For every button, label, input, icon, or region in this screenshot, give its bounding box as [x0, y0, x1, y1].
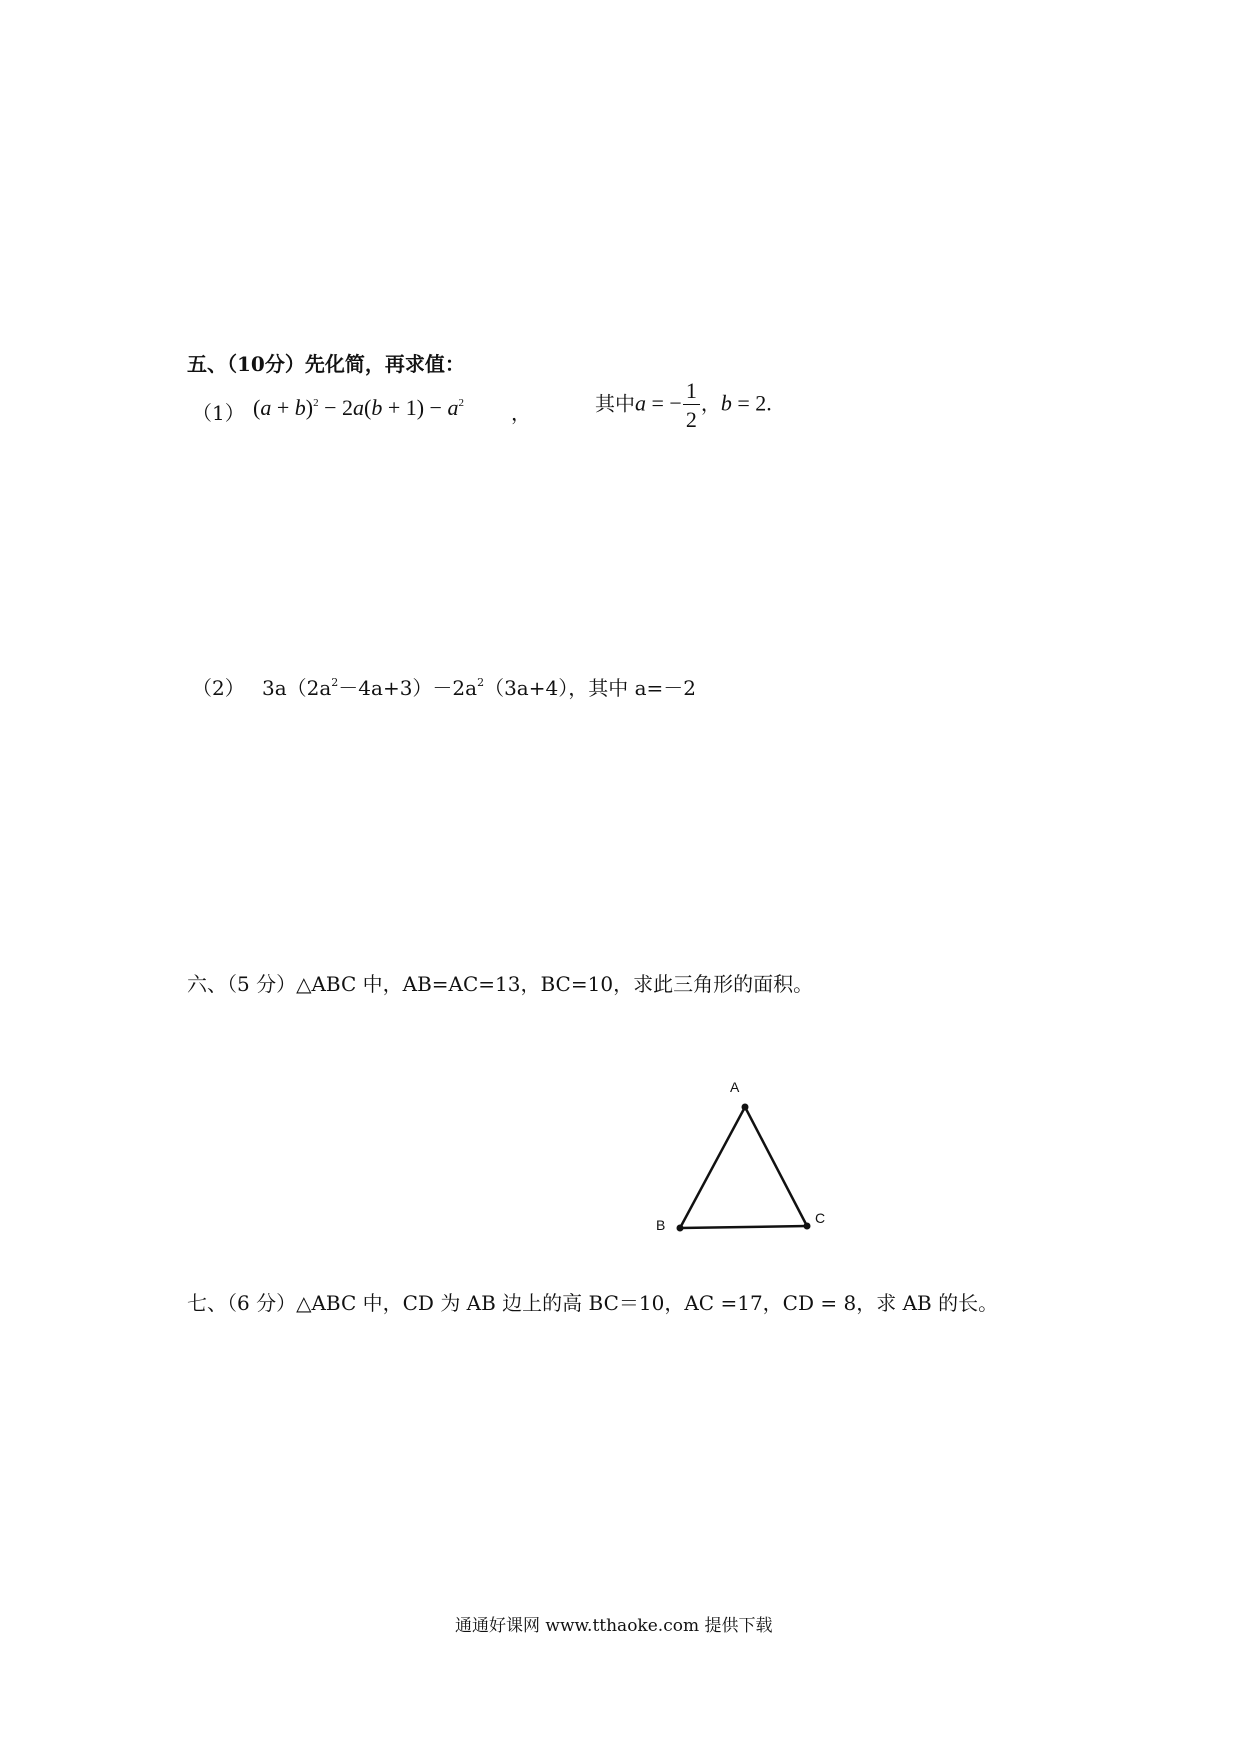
section-6-text: 六、（5 分）△ABC 中，AB=AC=13，BC=10，求此三角形的面积。 [187, 972, 814, 996]
triangle-figure [640, 1070, 840, 1240]
condition-prefix: 其中 [595, 393, 635, 416]
expr-part-a: 3a（2a [262, 676, 332, 700]
question-1-number: （1） [192, 401, 245, 425]
vertex-a-point [742, 1104, 749, 1111]
vertex-b-point [677, 1225, 684, 1232]
section-5-title: 五、（10分）先化简，再求值： [187, 352, 465, 376]
side-ac [745, 1107, 807, 1226]
b-value: 2 [755, 390, 767, 416]
question-1-separator: ， [511, 401, 531, 425]
question-2-number: （2） [192, 676, 245, 700]
question-1-condition: 其中a = − $\frac{1}{2}$ ，b = 2. [595, 378, 772, 432]
superscript-2: 2 [331, 676, 339, 689]
expr-part-c: （3a+4），其中 a=－2 [484, 676, 696, 700]
vertex-c-label: C [815, 1210, 826, 1226]
side-ab [680, 1107, 745, 1228]
condition-comma: ， [700, 393, 721, 416]
fraction-one-half [683, 380, 700, 431]
expr-part-b: －4a+3）－2a [338, 676, 478, 700]
superscript-2: 2 [477, 676, 485, 689]
var-b: b [720, 390, 732, 416]
vertex-b-label: B [656, 1217, 666, 1233]
period: . [766, 390, 772, 416]
question-2-expression [262, 672, 696, 701]
question-1-expression: $(a + b)^2 - 2a(b + 1) - a^2$ [253, 395, 464, 420]
side-bc [680, 1226, 807, 1228]
vertex-c-point [804, 1223, 811, 1230]
section-7-text: 七、（6 分）△ABC 中，CD 为 AB 边上的高 BC＝10，AC =17，CD = 8，求 AB 的长。 [187, 1291, 999, 1315]
fraction-numerator: 1 [683, 380, 700, 405]
vertex-a-label: A [730, 1079, 740, 1095]
footer-text: 通通好课网 www.tthaoke.com 提供下载 [455, 1616, 773, 1636]
fraction-denominator: 2 [685, 407, 697, 432]
var-a: a [635, 390, 646, 416]
